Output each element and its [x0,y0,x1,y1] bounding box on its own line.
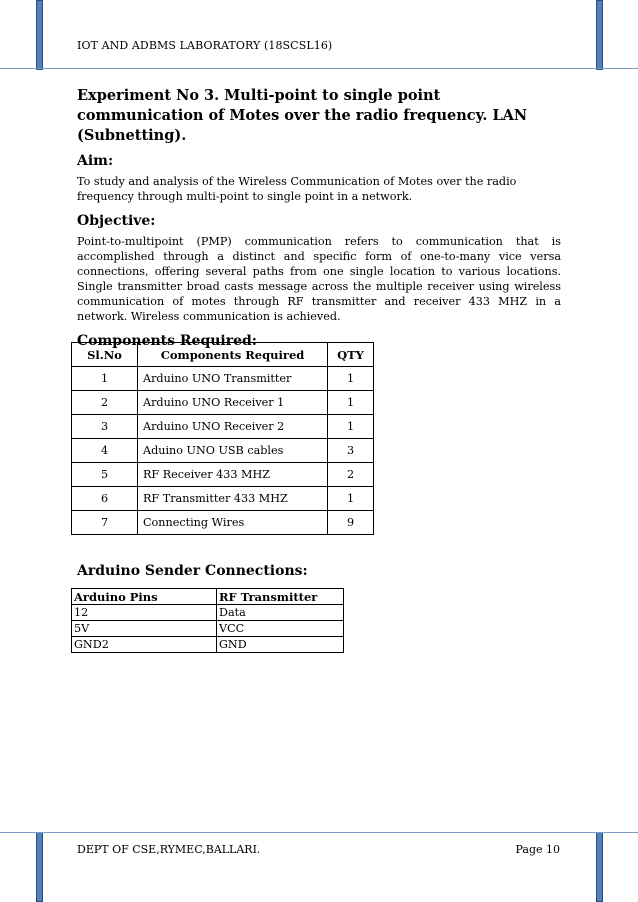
table-cell: 2 [328,463,374,487]
table-row [72,439,374,463]
table-row [72,391,374,415]
table-row [72,637,344,653]
table-cell: GND [217,637,344,653]
table-row [72,511,374,535]
experiment-title: Experiment No 3. Multi-point to single point communication of Motes over the radio frequency. LAN (Subnetting). [77,87,528,144]
sender-connections-table [71,588,344,653]
table-cell: VCC [217,621,344,637]
table-cell: RF Transmitter 433 MHZ [138,487,328,511]
footer-right-bar [596,832,603,902]
column-header: RF Transmitter [217,589,344,605]
table-cell: 5V [72,621,217,637]
table-cell: 7 [72,511,138,535]
column-header: Components Required [138,343,328,367]
sender-connections-heading: Arduino Sender Connections: [77,563,308,579]
header-left-bar [36,0,43,70]
footer-left-bar [36,832,43,902]
running-header: IOT AND ADBMS LABORATORY (18SCSL16) [77,39,333,52]
components-heading: Components Required: [77,333,257,349]
table-header-row [72,589,344,605]
components-table [71,342,374,535]
header-rule [0,68,638,69]
table-row [72,415,374,439]
column-header: Sl.No [72,343,138,367]
table-cell: Aduino UNO USB cables [138,439,328,463]
table-row [72,487,374,511]
table-cell: 3 [328,439,374,463]
table-header-row [72,343,374,367]
footer-rule [0,832,638,833]
column-header: QTY [328,343,374,367]
table-cell: Arduino UNO Receiver 1 [138,391,328,415]
table-cell: GND2 [72,637,217,653]
header-right-bar [596,0,603,70]
objective-text: Point-to-multipoint (PMP) communication refers to communication that is accomplished through a distinct and specific form of one-to-many vice versa connections, offering several paths from one single location to various locations. Single transmitter broad casts message across the multiple receiver using wireless communication of motes through RF transmitter and receiver 433 MHZ in a network. Wireless communication is achieved. [77,235,561,323]
table-cell: 6 [72,487,138,511]
table-cell: Arduino UNO Transmitter [138,367,328,391]
page-number: Page 10 [515,843,560,856]
table-cell: Arduino UNO Receiver 2 [138,415,328,439]
table-cell: Data [217,605,344,621]
page-body [77,86,561,350]
table-cell: 1 [328,367,374,391]
column-header: Arduino Pins [72,589,217,605]
table-row [72,367,374,391]
footer-department: DEPT OF CSE,RYMEC,BALLARI. [77,843,261,856]
table-cell: 2 [72,391,138,415]
table-row [72,605,344,621]
table-cell: 9 [328,511,374,535]
table-cell: RF Receiver 433 MHZ [138,463,328,487]
aim-heading: Aim: [77,153,114,169]
table-cell: 1 [328,415,374,439]
table-cell: 1 [72,367,138,391]
table-cell: 12 [72,605,217,621]
table-cell: 5 [72,463,138,487]
table-cell: 1 [328,487,374,511]
table-cell: 1 [328,391,374,415]
aim-text: To study and analysis of the Wireless Communication of Motes over the radio frequency through multi-point to single point in a network. [77,175,517,203]
objective-heading: Objective: [77,213,156,229]
table-row [72,463,374,487]
table-cell: 4 [72,439,138,463]
table-row [72,621,344,637]
table-cell: Connecting Wires [138,511,328,535]
table-cell: 3 [72,415,138,439]
